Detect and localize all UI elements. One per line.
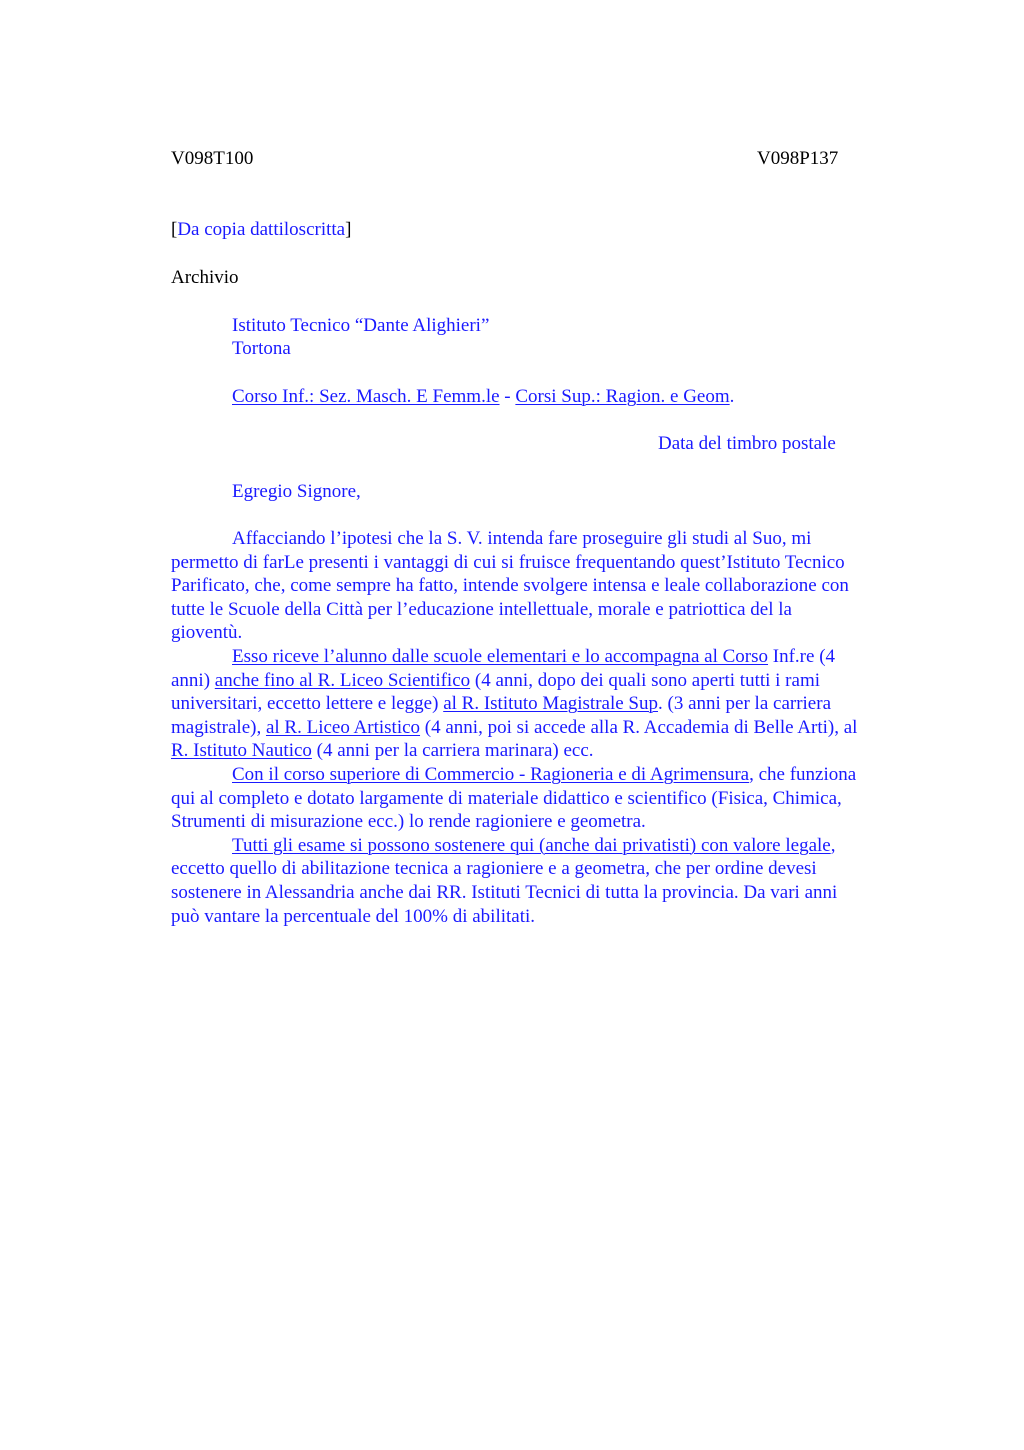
source-note-close-bracket: ] bbox=[345, 219, 352, 240]
letter-body bbox=[171, 527, 931, 928]
source-note-open-bracket: [ bbox=[171, 219, 178, 240]
courses-line bbox=[232, 385, 734, 409]
paragraph-line: qui al completo e dotato largamente di materiale didattico e scientifico (Fisica, Chimica, bbox=[171, 787, 842, 809]
underlined-phrase: Tutti gli esame si possono sostenere qui (anche dai privatisti) con valore legale bbox=[232, 834, 831, 856]
underlined-phrase: R. Istituto Nautico bbox=[171, 740, 312, 762]
line-text: Inf.re (4 bbox=[768, 645, 836, 667]
source-note bbox=[171, 218, 351, 242]
paragraph-2 bbox=[171, 645, 931, 763]
courses-end: . bbox=[729, 386, 735, 407]
paragraph-line: tutte le Scuole della Città per l’educazione intellettuale, morale e patriottica del la bbox=[171, 598, 792, 620]
paragraph-line: sostenere in Alessandria anche dai RR. Istituti Tecnici di tutta la provincia. Da vari anni bbox=[171, 881, 838, 903]
line-text: , bbox=[830, 834, 836, 856]
line-text: magistrale), bbox=[171, 716, 266, 738]
underlined-phrase: al R. Istituto Magistrale Sup bbox=[443, 693, 658, 715]
courses-separator: - bbox=[499, 386, 516, 407]
underlined-phrase: al R. Liceo Artistico bbox=[265, 716, 421, 738]
line-text: , che funziona bbox=[749, 763, 857, 785]
paragraph-line bbox=[171, 669, 931, 693]
paragraph-line bbox=[171, 834, 931, 858]
paragraph-3 bbox=[171, 763, 931, 834]
courses-superior: Corsi Sup.: Ragion. e Geom bbox=[515, 386, 730, 407]
line-text: (4 anni per la carriera marinara) ecc. bbox=[311, 740, 594, 762]
paragraph-line bbox=[171, 692, 931, 716]
paragraph-line: Affacciando l’ipotesi che la S. V. intenda fare proseguire gli studi al Suo, mi bbox=[232, 528, 812, 549]
line-text: universitari, eccetto lettere e legge) bbox=[171, 693, 444, 715]
paragraph-line: eccetto quello di abilitazione tecnica a ragioniere e a geometra, che per ordine devesi bbox=[171, 858, 817, 880]
salutation: Egregio Signore, bbox=[232, 481, 361, 502]
underlined-phrase: anche fino al R. Liceo Scientifico bbox=[214, 669, 471, 691]
date-line: Data del timbro postale bbox=[658, 433, 836, 454]
document-code-right: V098P137 bbox=[757, 148, 839, 169]
paragraph-line: può vantare la percentuale del 100% di abilitati. bbox=[171, 905, 536, 927]
paragraph-line: Strumenti di misurazione ecc.) lo rende ragioniere e geometra. bbox=[171, 811, 646, 833]
paragraph-line: permetto di farLe presenti i vantaggi di cui si fruisce frequentando quest’Istituto Tecnico bbox=[171, 551, 845, 573]
line-text: (4 anni, poi si accede alla R. Accademia di Belle Arti), al bbox=[420, 716, 858, 738]
paragraph-1 bbox=[171, 527, 931, 645]
source-note-text: Da copia dattiloscritta bbox=[177, 219, 346, 240]
line-text: (4 anni, dopo dei quali sono aperti tutti i rami bbox=[470, 669, 821, 691]
paragraph-line bbox=[171, 739, 931, 763]
institute-city: Tortona bbox=[232, 338, 291, 359]
institute-name: Istituto Tecnico “Dante Alighieri” bbox=[232, 315, 490, 336]
paragraph-line: gioventù. bbox=[171, 622, 243, 644]
document-code-left: V098T100 bbox=[171, 148, 254, 169]
line-text: anni) bbox=[171, 669, 215, 691]
underlined-phrase: Esso riceve l’alunno dalle scuole elementari e lo accompagna al Corso bbox=[232, 645, 769, 667]
paragraph-line bbox=[171, 645, 931, 669]
paragraph-line bbox=[171, 716, 931, 740]
underlined-phrase: Con il corso superiore di Commercio - Ragioneria e di Agrimensura bbox=[232, 763, 750, 785]
paragraph-line bbox=[171, 763, 931, 787]
courses-inferior: Corso Inf.: Sez. Masch. E Femm.le bbox=[232, 386, 500, 407]
paragraph-4 bbox=[171, 834, 931, 928]
archive-label: Archivio bbox=[171, 267, 239, 288]
line-text: . (3 anni per la carriera bbox=[658, 693, 832, 715]
paragraph-line: Parificato, che, come sempre ha fatto, intende svolgere intensa e leale collaborazione con bbox=[171, 575, 849, 597]
